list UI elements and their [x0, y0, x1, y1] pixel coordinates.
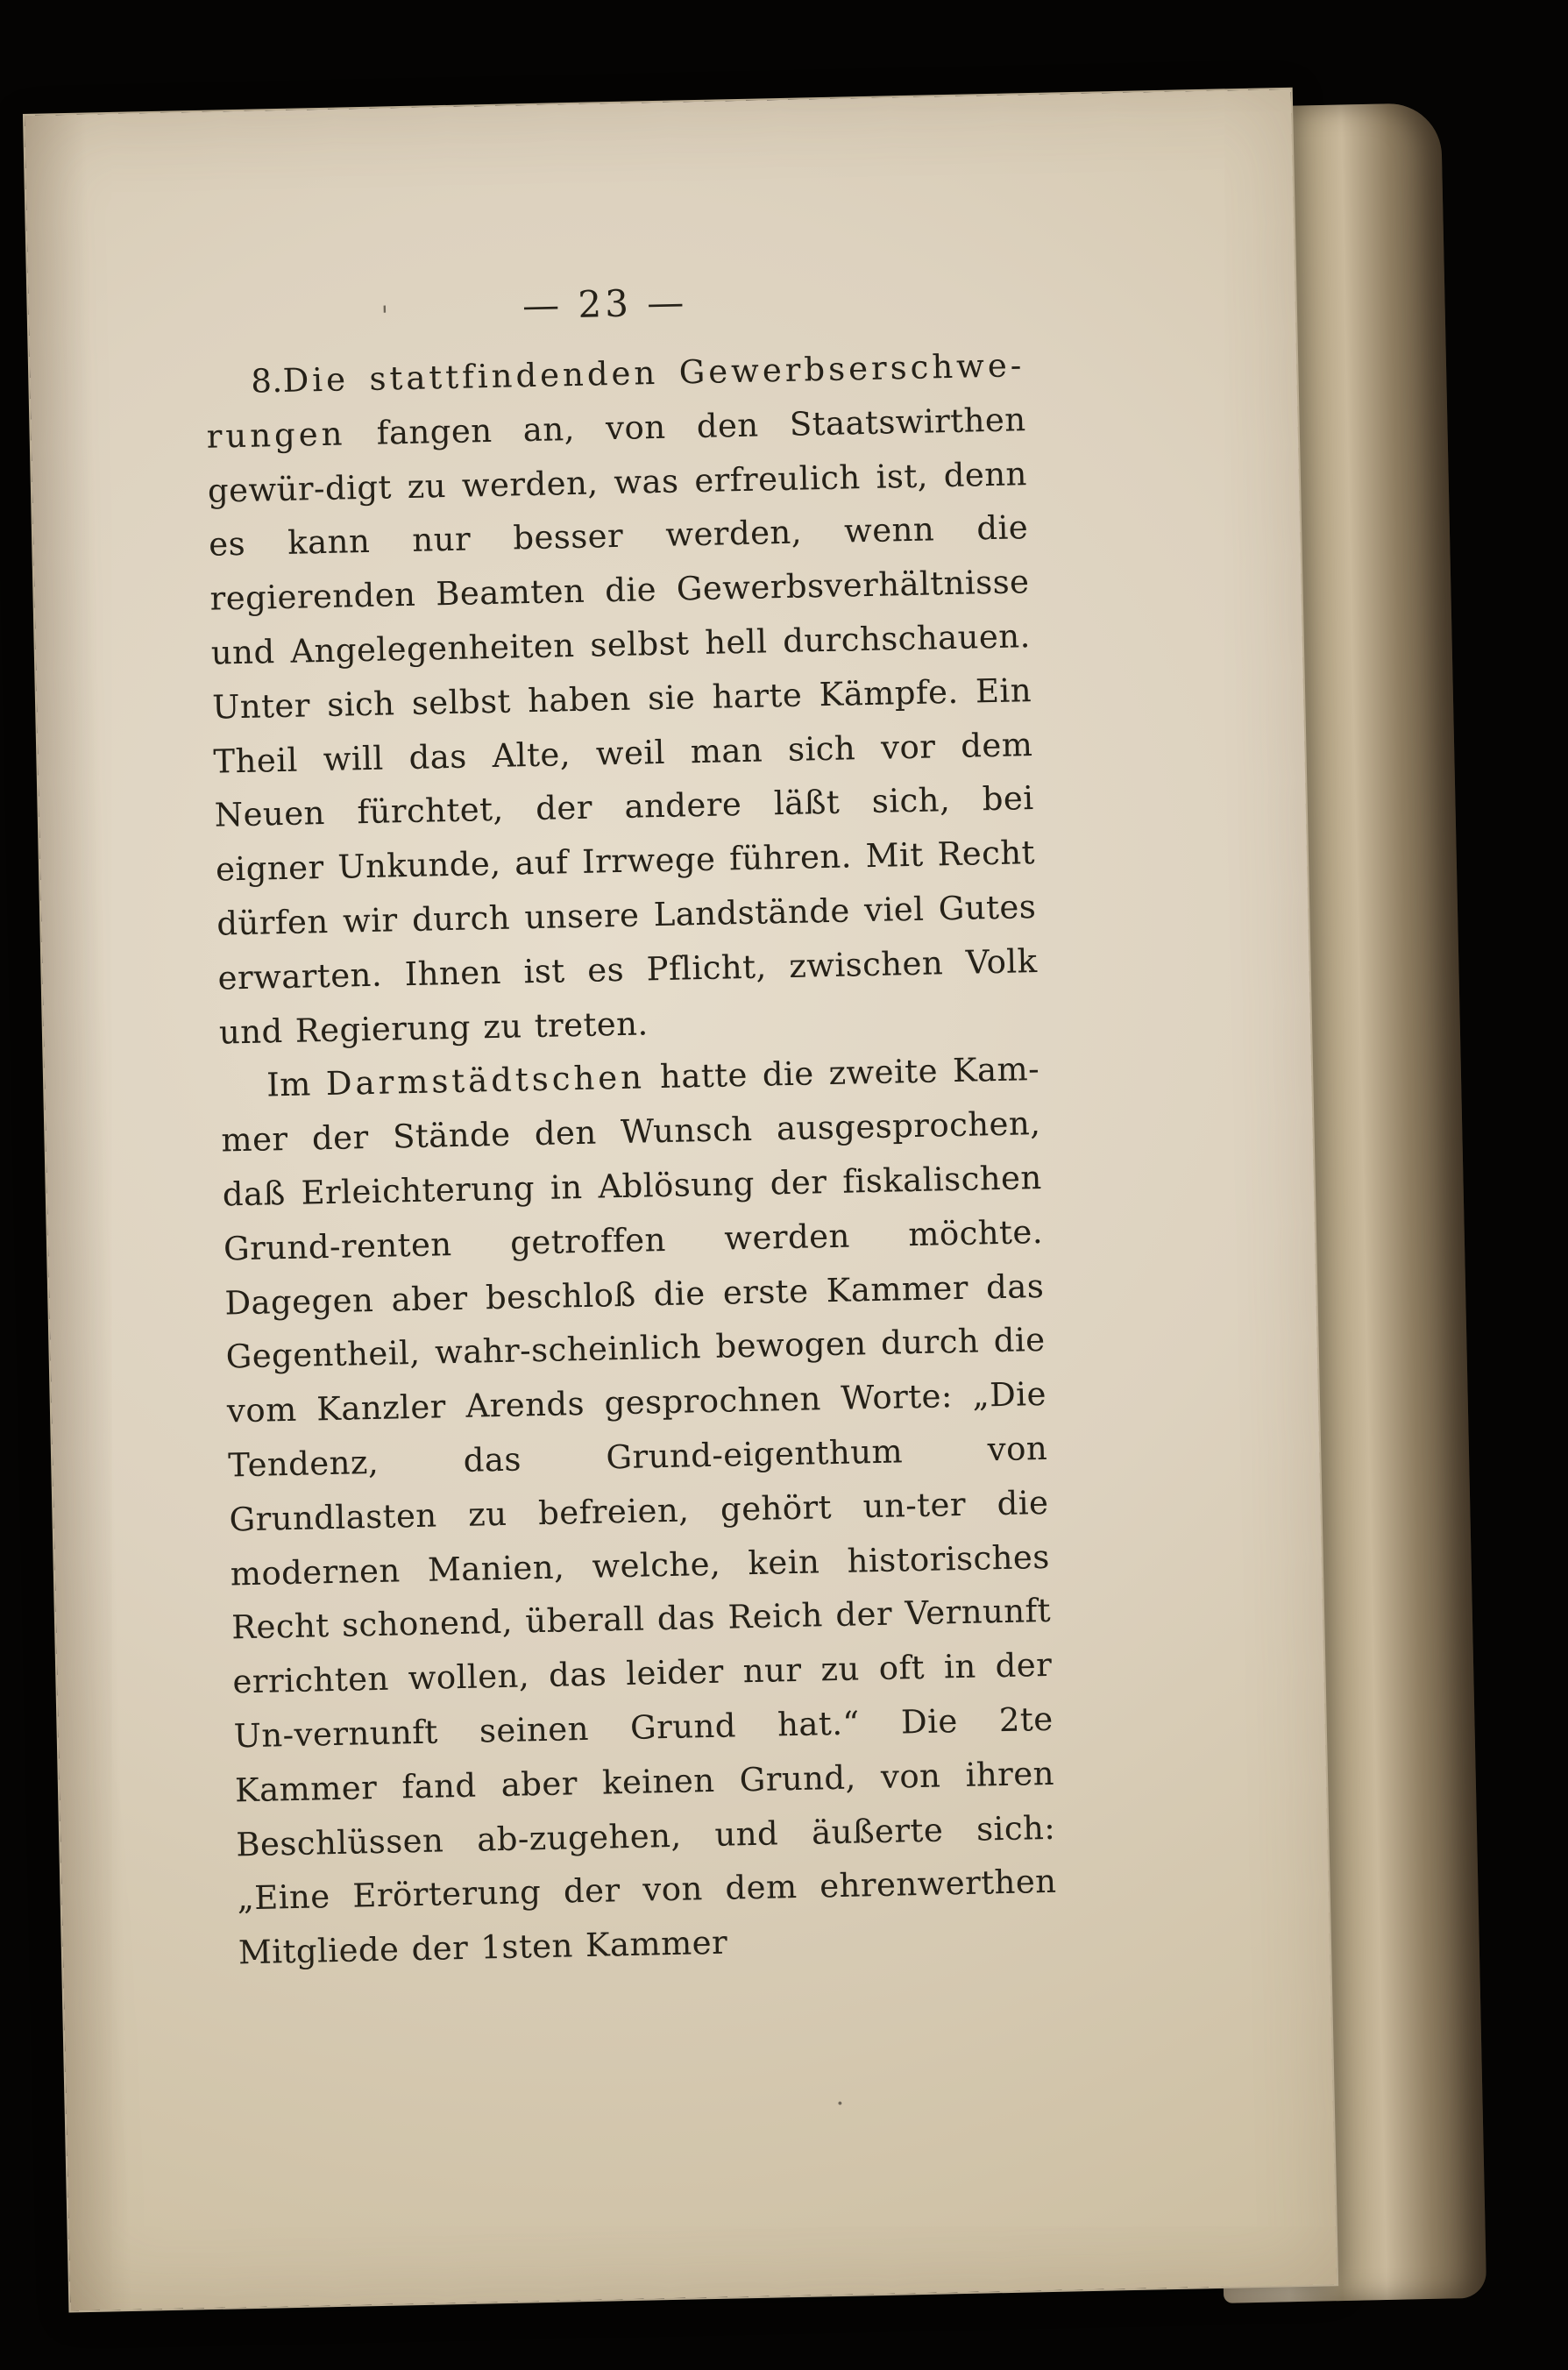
- small-ink-mark-top: ': [380, 301, 389, 332]
- page-gutter: [25, 115, 131, 2311]
- paragraph-text: fangen an, von den Staatswirthen gewür-digt zu werden, was erfreulich ist, denn es kann nur besser werden, wenn die regierenden Beamten die Gewerbsverhältnisse und Angelegenheiten selbst hell durchschauen. Unter sich selbst haben sie harte Kämpfe. Ein Theil will das Alte, weil man sich vor dem Neuen fürchtet, der andere läßt sich, bei eigner Unkunde, auf Irrwege führen. Mit Recht dürfen wir durch unsere Landstände viel Gutes erwarten. Ihnen ist es Pflicht, zwischen Volk und Regierung zu treten.: [207, 400, 1038, 1052]
- page-number: — 23 —: [521, 280, 688, 328]
- body-text: [205, 338, 1059, 1980]
- paragraph-number: 8.: [250, 361, 284, 401]
- small-ink-mark-bottom: ·: [835, 2088, 845, 2120]
- paragraph-gewerbserschwerungen: [205, 338, 1039, 1060]
- paragraph-text: hatte die zweite Kam-mer der Stände den Wunsch ausgesprochen, daß Erleichterung in Ablösung der fiskalischen Grund-renten getroffen werden möchte. Dagegen aber beschloß die erste Kammer das Gegentheil, wahr-scheinlich bewogen durch die vom Kanzler Arends gesprochnen Worte: „Die Tendenz, das Grund-eigenthum von Grundlasten zu befreien, gehört un-ter die modernen Manien, welche, kein historisches Recht schonend, überall das Reich der Vernunft errichten wollen, das leider nur zu oft in der Un-vernunft seinen Grund hat.“ Die 2te Kammer fand aber keinen Grund, von ihren Beschlüssen ab-zugehen, und äußerte sich: „Eine Erörterung der von dem ehrenwerthen Mitgliede der 1sten Kammer: [221, 1050, 1057, 1972]
- spaced-heading-term: Die stattfindenden Gewerbserschwe-rungen: [206, 346, 1025, 456]
- paragraph-darmstaedtschen: [220, 1042, 1059, 1980]
- book-page: [25, 89, 1337, 2311]
- paragraph-prefix: Im: [266, 1065, 327, 1104]
- spaced-place-name: Darmstädtschen: [325, 1058, 646, 1103]
